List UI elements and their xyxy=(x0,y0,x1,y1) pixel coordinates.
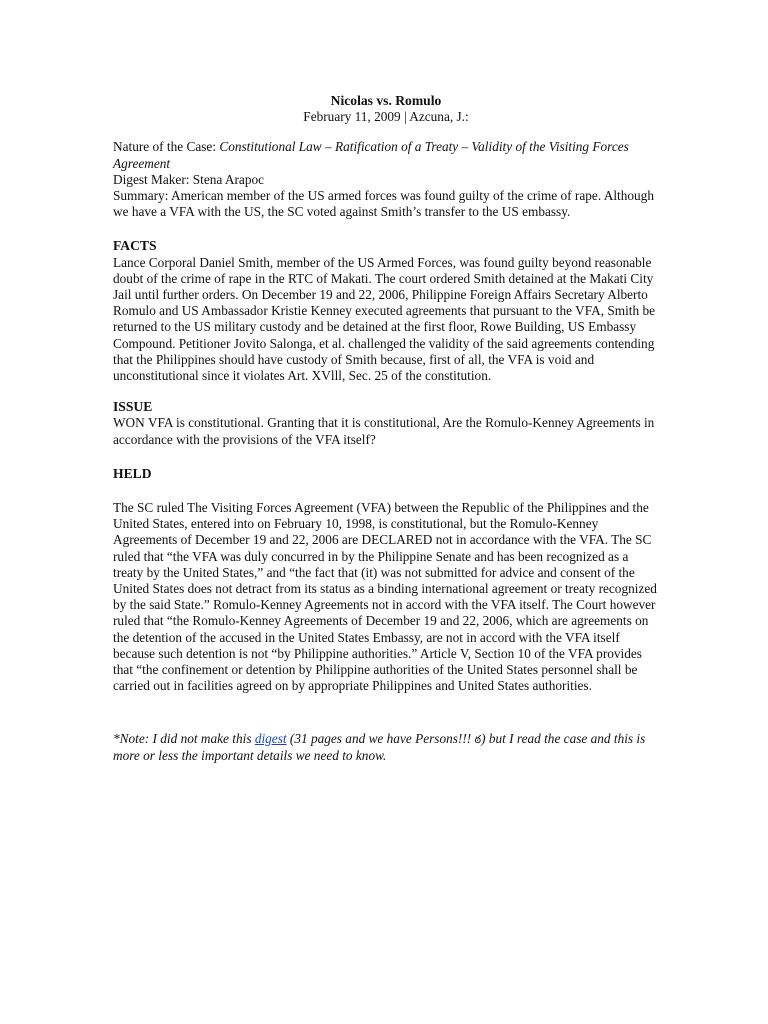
held-body: The SC ruled The Visiting Forces Agreement (VFA) between the Republic of the Philippines and the United States, entered into on February 10, 1998, is constitutional, but the Romulo-Kenney Agreements of December 19 and 22, 2006 are DECLARED not in accordance with the VFA. The SC ruled that “the VFA was duly concurred in by the Philippine Senate and has been recognized as a treaty by the United States,” and “the fact that (it) was not submitted for advice and consent of the United States does not detract from its status as a binding international agreement or treaty recognized by the said State.” Romulo-Kenney Agreements not in accord with the VFA itself. The Court however ruled that “the Romulo-Kenney Agreements of December 19 and 22, 2006, which are agreements on the detention of the accused in the United States Embassy, are not in accord with the VFA itself because such detention is not “by Philippine authorities.” Article V, Section 10 of the VFA provides that “the confinement or detention by Philippine authorities of the United States personnel shall be carried out in facilities agreed on by appropriate Philippines and United States authorities. xyxy=(113,500,657,694)
note-middle: (31 pages and we have Persons!!! xyxy=(286,730,475,746)
issue-body: WON VFA is constitutional. Granting that it is constitutional, Are the Romulo-Kenney Agreements in accordance with the provisions of the VFA itself? xyxy=(113,415,655,447)
nature-label: Nature of the Case: xyxy=(113,139,220,155)
face-emoji-icon: ఠ xyxy=(474,732,482,746)
facts-heading: FACTS xyxy=(113,238,157,254)
digest-link[interactable]: digest xyxy=(254,730,287,746)
case-title: Nicolas vs. Romulo xyxy=(330,93,442,108)
summary: Summary: American member of the US armed forces was found guilty of the crime of rape. Although we have a VFA with the US, the SC voted against Smith’s transfer to the US embassy. xyxy=(113,188,654,220)
note-paragraph xyxy=(113,731,659,764)
date-line: February 11, 2009 | Azcuna, J.: xyxy=(303,109,469,125)
digest-maker: Digest Maker: Stena Arapoc xyxy=(113,171,265,187)
held-heading: HELD xyxy=(113,465,152,481)
nature-value: Constitutional Law – Ratification of a Treaty – Validity of the Visiting Forces Agreement xyxy=(113,139,629,171)
facts-body: Lance Corporal Daniel Smith, member of the US Armed Forces, was found guilty beyond reasonable doubt of the crime of rape in the RTC of Makati. The court ordered Smith detained at the Makati City Jail until further orders. On December 19 and 22, 2006, Philippine Foreign Affairs Secretary Alberto Romulo and US Ambassador Kristie Kenney executed agreements that pursuant to the VFA, Smith be returned to the US military custody and be detained at the first floor, Rowe Building, US Embassy Compound. Petitioner Jovito Salonga, et al. challenged the validity of the said agreements contending that the Philippines should have custody of Smith because, first of all, the VFA is void and unconstitutional since it violates Art. XVlll, Sec. 25 of the constitution. xyxy=(113,254,655,384)
note-prefix: *Note: I did not make this xyxy=(113,730,255,746)
issue-heading: ISSUE xyxy=(113,399,153,415)
note-suffix: ) but I read the case and this is more or less the important details we need to know. xyxy=(113,730,646,763)
document-page xyxy=(113,93,659,764)
nature-of-case xyxy=(113,139,659,171)
